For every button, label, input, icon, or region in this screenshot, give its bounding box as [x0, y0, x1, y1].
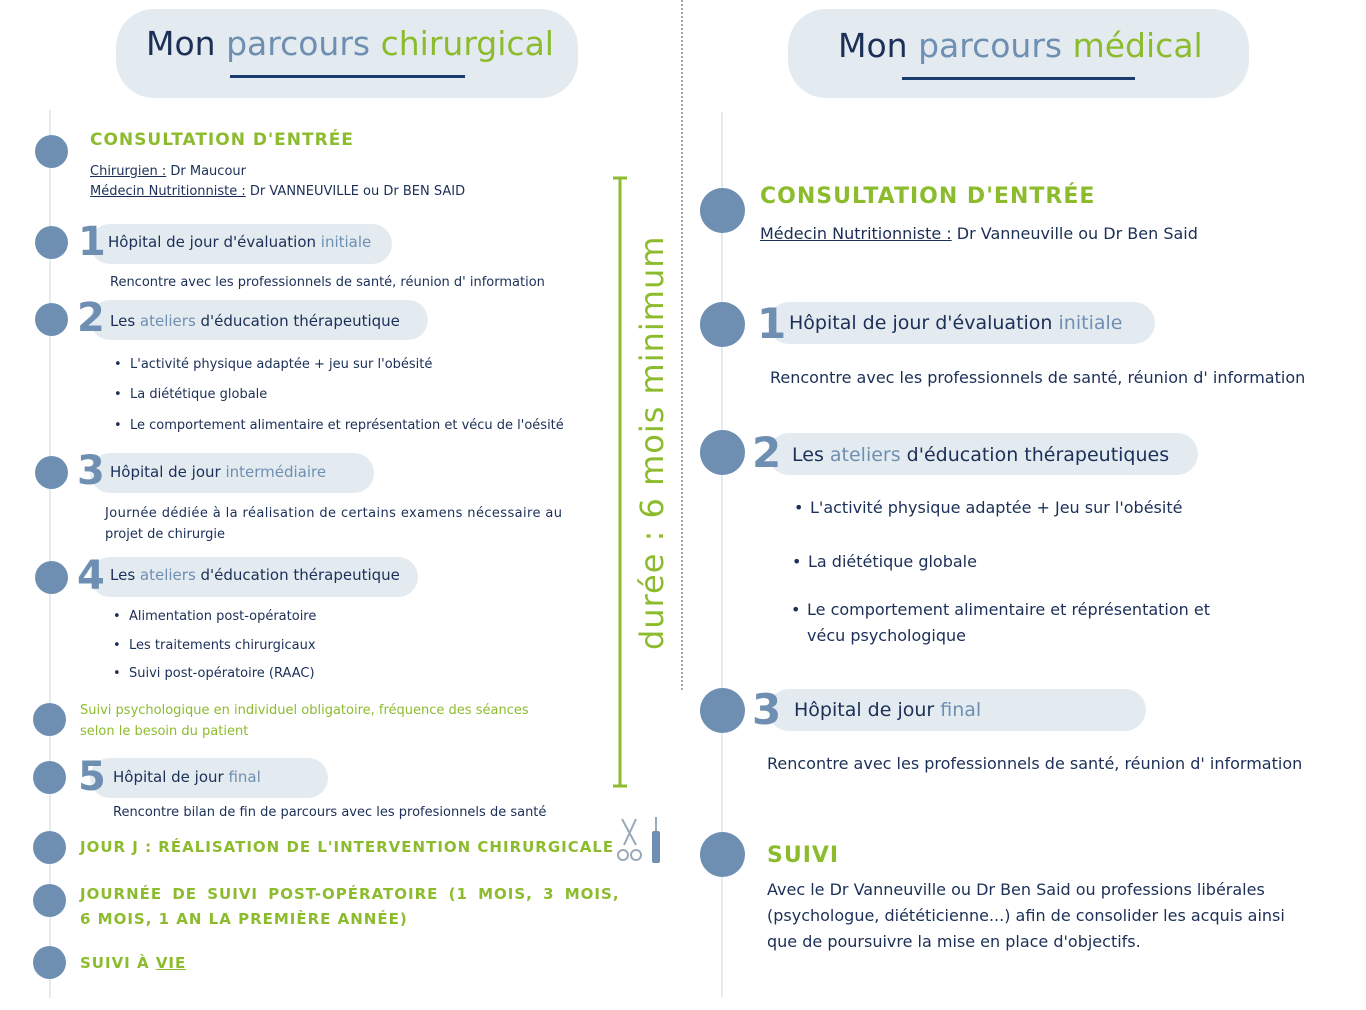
left-step5-desc: Rencontre bilan de fin de parcours avec les profesionnels de santé	[113, 805, 547, 820]
timeline-dot	[33, 946, 66, 979]
step-number-3: 3	[77, 448, 105, 494]
right-suivi-line2: (psychologue, diététicienne...) afin de consolider les acquis ainsi	[767, 906, 1285, 925]
left-title-underline	[230, 75, 465, 78]
step-number-2: 2	[752, 428, 782, 477]
left-followup-line2: 6 MOIS, 1 AN LA PREMIÈRE ANNÉE)	[80, 910, 408, 928]
timeline-dot	[35, 226, 68, 259]
right-step2-bullet: • L'activité physique adaptée + Jeu sur l'obésité	[810, 498, 1182, 517]
left-step4-bullet: • Les traitements chirurgicaux	[129, 638, 316, 653]
step-number-2: 2	[77, 295, 105, 341]
right-consult-heading: CONSULTATION D'ENTRÉE	[760, 184, 1096, 209]
left-step1-title: Hôpital de jour d'évaluation initiale	[108, 233, 372, 251]
left-step2-bullet: • Le comportement alimentaire et représentation et vécu de l'oésité	[130, 418, 564, 433]
right-title-underline	[902, 77, 1135, 80]
left-step5-title: Hôpital de jour final	[113, 768, 261, 786]
right-step2-bullet: • Le comportement alimentaire et réprésentation et	[807, 600, 1210, 619]
left-consult-nutrition: Médecin Nutritionniste : Dr VANNEUVILLE ou Dr BEN SAID	[90, 184, 466, 199]
timeline-dot	[700, 430, 745, 475]
column-divider	[681, 0, 683, 690]
left-step2-title: Les ateliers d'éducation thérapeutique	[110, 312, 400, 330]
left-step4-bullet: • Alimentation post-opératoire	[129, 609, 316, 624]
left-step2-bullet: • La diététique globale	[130, 387, 267, 402]
right-consult-nutrition: Médecin Nutritionniste : Dr Vanneuville ou Dr Ben Said	[760, 224, 1198, 243]
timeline-dot	[35, 561, 68, 594]
timeline-dot	[35, 456, 68, 489]
right-step2-bullet-cont: vécu psychologique	[807, 626, 966, 645]
right-suivi-line1: Avec le Dr Vanneuville ou Dr Ben Said ou professions libérales	[767, 880, 1265, 899]
timeline-dot	[35, 135, 68, 168]
step-number-1: 1	[757, 299, 787, 348]
left-step4-bullet: • Suivi post-opératoire (RAAC)	[129, 666, 315, 681]
left-step3-title: Hôpital de jour intermédiaire	[110, 463, 327, 481]
left-followup-line1: JOURNÉE DE SUIVI POST-OPÉRATOIRE (1 MOIS, 3 MOIS,	[80, 885, 620, 903]
timeline-dot	[700, 188, 745, 233]
right-step2-title: Les ateliers d'éducation thérapeutiques	[792, 444, 1170, 466]
left-title: Mon parcours chirurgical	[146, 24, 554, 63]
timeline-dot	[700, 302, 745, 347]
step-number-1: 1	[78, 219, 106, 265]
right-suivi-line3: que de poursuivre la mise en place d'objectifs.	[767, 932, 1141, 951]
right-step2-bullet: • La diététique globale	[808, 552, 977, 571]
timeline-dot	[33, 761, 66, 794]
step-number-3: 3	[752, 685, 782, 734]
step-number-4: 4	[77, 553, 105, 599]
duration-label: durée : 6 mois minimum	[633, 235, 671, 650]
left-step2-bullet: • L'activité physique adaptée + jeu sur l'obésité	[130, 357, 432, 372]
right-step3-desc: Rencontre avec les professionnels de santé, réunion d' information	[767, 754, 1303, 773]
left-step3-desc1: Journée dédiée à la réalisation de certains examens nécessaire au	[105, 506, 563, 521]
left-consult-heading: CONSULTATION D'ENTRÉE	[90, 130, 354, 150]
right-step3-title: Hôpital de jour final	[794, 699, 982, 721]
left-psy-line2: selon le besoin du patient	[80, 724, 249, 739]
left-step3-desc2: projet de chirurgie	[105, 527, 226, 542]
left-psy-line1: Suivi psychologique en individuel obligatoire, fréquence des séances	[80, 703, 529, 718]
left-step4-title: Les ateliers d'éducation thérapeutique	[110, 566, 400, 584]
left-step1-desc: Rencontre avec les professionnels de santé, réunion d' information	[110, 275, 545, 290]
timeline-dot	[700, 832, 745, 877]
right-step1-title: Hôpital de jour d'évaluation initiale	[789, 312, 1123, 334]
duration-bracket	[610, 176, 630, 788]
left-consult-surgeon: Chirurgien : Dr Maucour	[90, 164, 246, 179]
timeline-dot	[700, 688, 745, 733]
timeline-dot	[33, 884, 66, 917]
right-suivi-heading: SUIVI	[767, 843, 840, 868]
right-title: Mon parcours médical	[838, 26, 1203, 65]
timeline-dot	[35, 303, 68, 336]
left-life-heading: SUIVI À VIE	[80, 954, 187, 972]
timeline-dot	[33, 703, 66, 736]
right-step1-desc: Rencontre avec les professionnels de santé, réunion d' information	[770, 368, 1306, 387]
step-number-5: 5	[78, 754, 106, 800]
surgical-tools-icon	[614, 815, 664, 867]
timeline-dot	[33, 831, 66, 864]
left-dayj-heading: JOUR J : RÉALISATION DE L'INTERVENTION CHIRURGICALE	[80, 838, 615, 856]
